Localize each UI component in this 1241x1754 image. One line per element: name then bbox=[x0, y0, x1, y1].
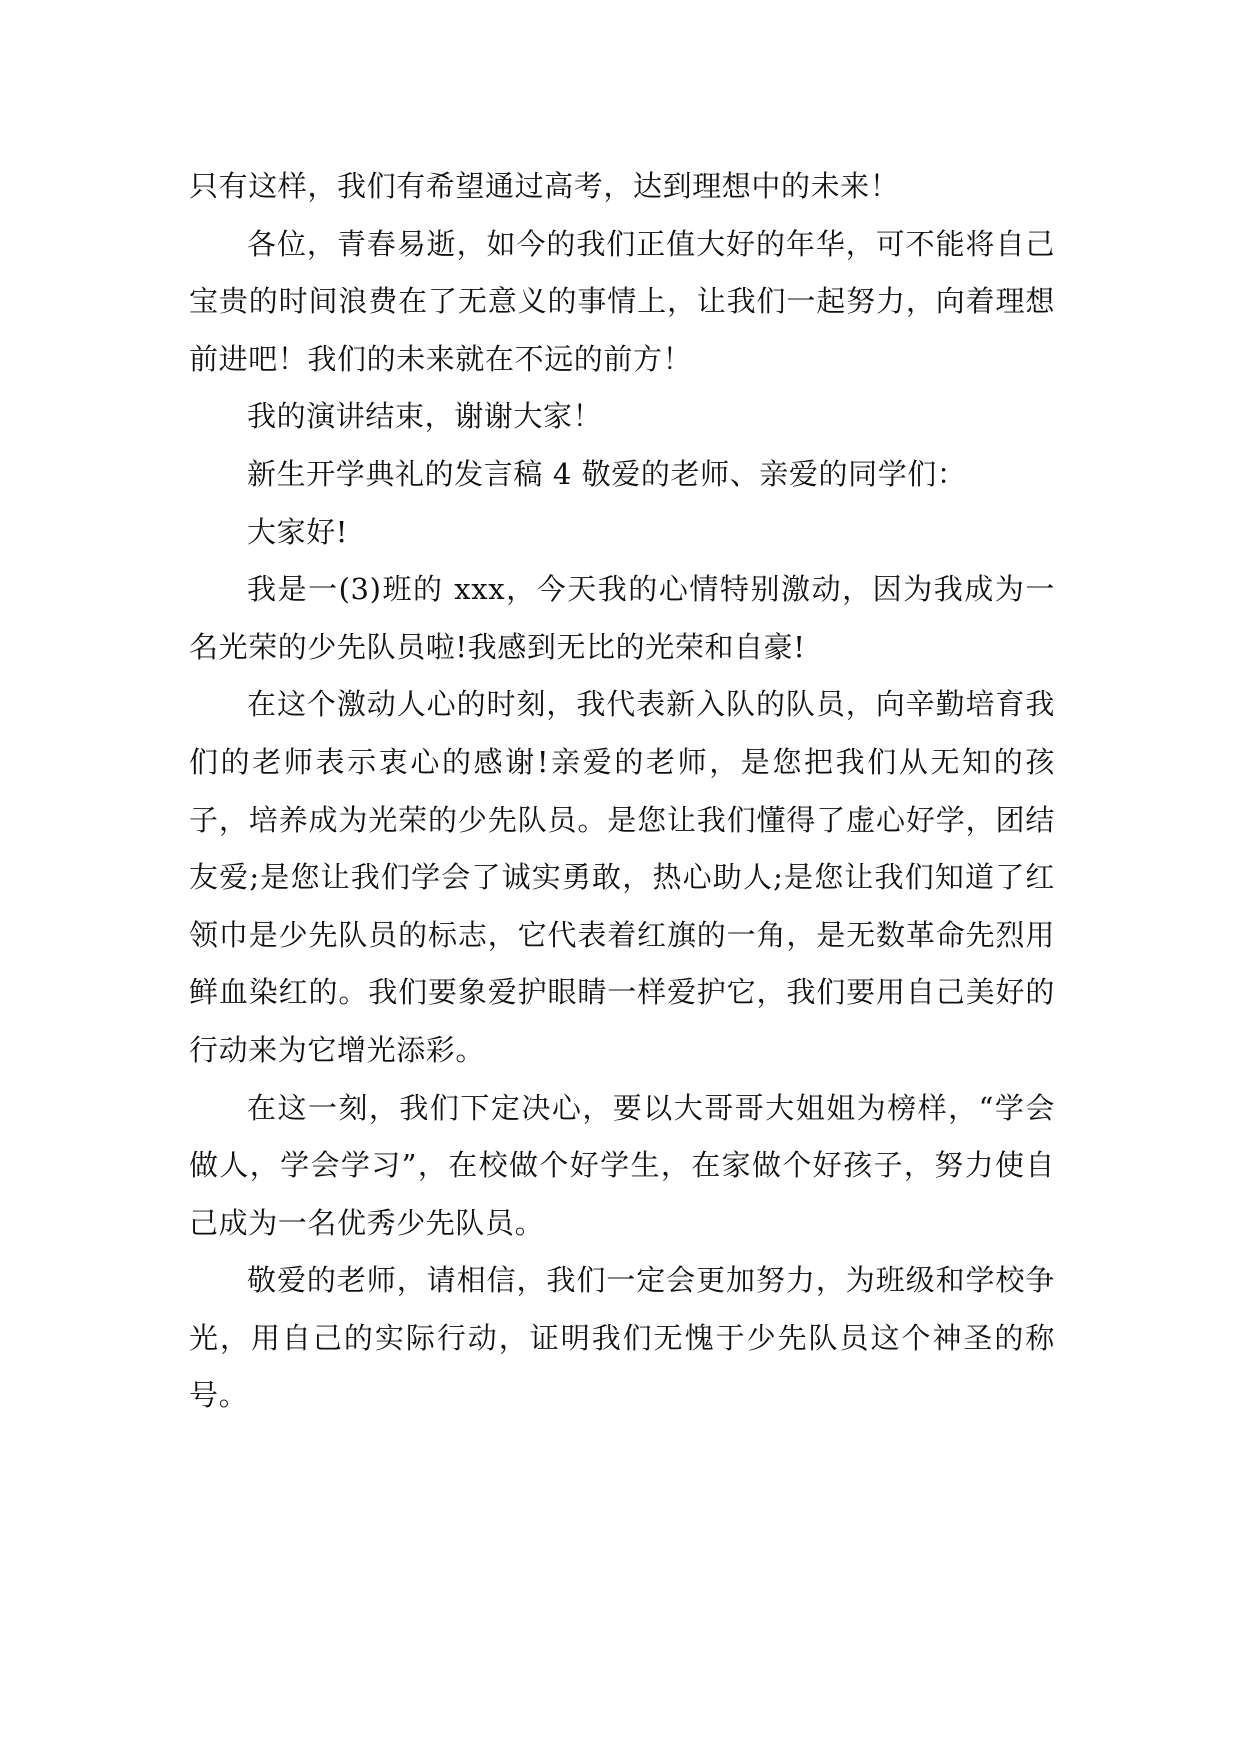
document-body bbox=[189, 158, 1055, 1425]
paragraph-gratitude: 在这个激动人心的时刻，我代表新入队的队员，向辛勤培育我们的老师表示衷心的感谢!亲爱的老师，是您把我们从无知的孩子，培养成为光荣的少先队员。是您让我们懂得了虚心好学，团结友爱;是您让我们学会了诚实勇敢，热心助人;是您让我们知道了红领巾是少先队员的标志，它代表着红旗的一角，是无数革命先烈用鲜血染红的。我们要象爱护眼睛一样爱护它，我们要用自己美好的行动来为它增光添彩。 bbox=[189, 687, 1055, 1067]
paragraph-greeting: 大家好! bbox=[247, 514, 349, 549]
paragraph-resolution: 在这一刻，我们下定决心，要以大哥哥大姐姐为榜样，“学会做人，学会学习”，在校做个好学生，在家做个好孩子，努力使自己成为一名优秀少先队员。 bbox=[189, 1090, 1055, 1240]
paragraph-youth: 各位，青春易逝，如今的我们正值大好的年华，可不能将自己宝贵的时间浪费在了无意义的事情上，让我们一起努力，向着理想前进吧！我们的未来就在不远的前方！ bbox=[189, 226, 1055, 376]
paragraph-speech-end: 我的演讲结束，谢谢大家！ bbox=[247, 399, 603, 434]
paragraph-introduction: 我是一(3)班的 xxx，今天我的心情特别激动，因为我成为一名光荣的少先队员啦!我感到无比的光荣和自豪! bbox=[189, 572, 1055, 664]
paragraph-speech-heading: 新生开学典礼的发言稿 4 敬爱的老师、亲爱的同学们： bbox=[247, 456, 967, 491]
paragraph-promise: 敬爱的老师，请相信，我们一定会更加努力，为班级和学校争光，用自己的实际行动，证明我们无愧于少先队员这个神圣的称号。 bbox=[189, 1263, 1055, 1413]
paragraph-continuation: 只有这样，我们有希望通过高考，达到理想中的未来！ bbox=[189, 169, 900, 203]
